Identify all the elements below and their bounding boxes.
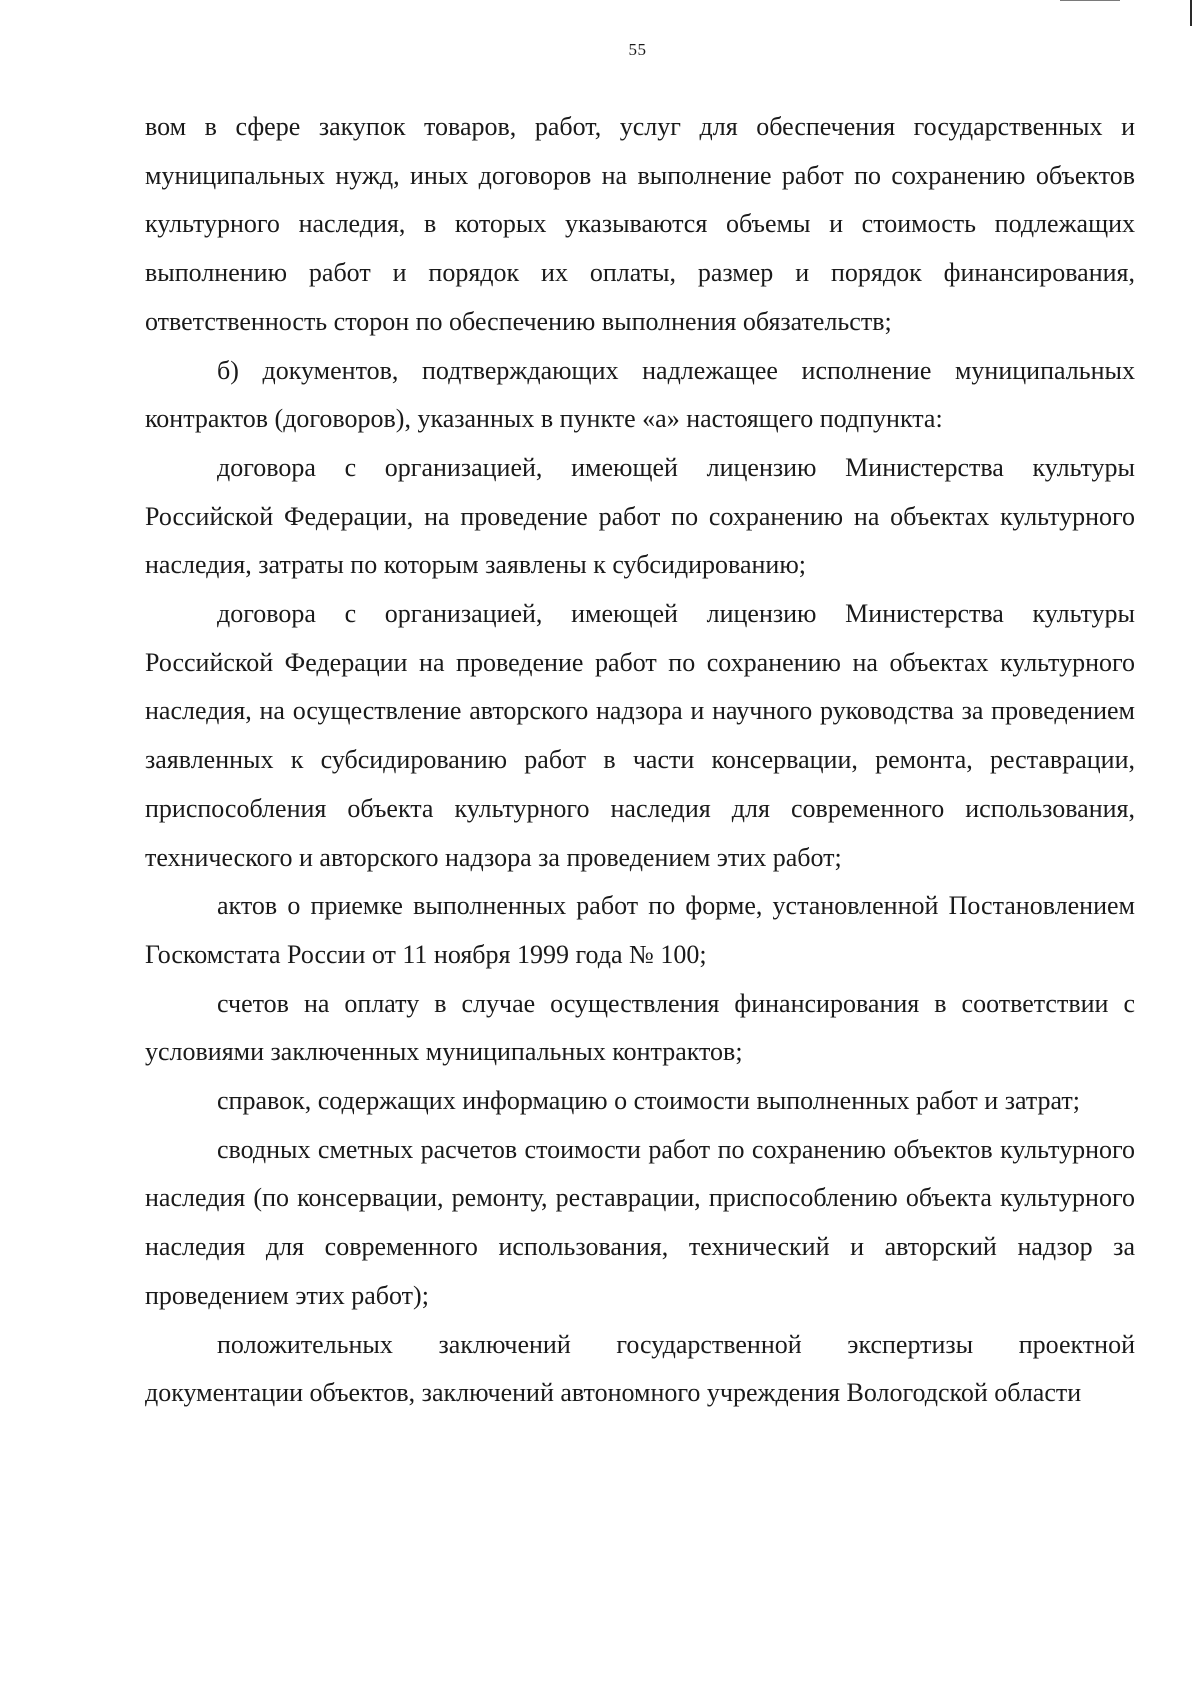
- document-body: [145, 103, 1135, 1418]
- page-number: 55: [628, 40, 647, 59]
- paragraph: счетов на оплату в случае осуществления финансирования в соответствии с условиями заключенных муниципальных контрактов;: [145, 988, 1135, 1067]
- page-edge-dash: [1060, 0, 1120, 1]
- page-edge-mark: [1190, 0, 1192, 26]
- paragraph: сводных сметных расчетов стоимости работ по сохранению объектов культурного наследия (по консервации, ремонту, реставрации, приспособлению объекта культурного наследия для современного использования, технический и авторский надзор за проведением этих работ);: [145, 1134, 1135, 1310]
- paragraph: договора с организацией, имеющей лицензию Министерства культуры Российской Федерации, на проведение работ по сохранению на объектах культурного наследия, затраты по которым заявлены к субсидированию;: [145, 452, 1135, 580]
- paragraph: актов о приемке выполненных работ по форме, установленной Постановлением Госкомстата России от 11 ноября 1999 года № 100;: [145, 891, 1135, 969]
- paragraph: положительных заключений государственной экспертизы проектной документации объектов, заключений автономного учреждения Вологодской области: [145, 1329, 1135, 1408]
- paragraph: договора с организацией, имеющей лицензию Министерства культуры Российской Федерации на проведение работ по сохранению на объектах культурного наследия, на осуществление авторского надзора и научного руководства за проведением заявленных к субсидированию работ в части консервации, ремонта, реставрации, приспособления объекта культурного наследия для современного использования, технического и авторского надзора за проведением этих работ;: [145, 599, 1135, 872]
- paragraph: б) документов, подтверждающих надлежащее исполнение муниципальных контрактов (договоров), указанных в пункте «а» настоящего подпункта:: [145, 355, 1135, 434]
- paragraph: справок, содержащих информацию о стоимости выполненных работ и затрат;: [217, 1086, 1080, 1116]
- paragraph-continuation: вом в сфере закупок товаров, работ, услуг для обеспечения государственных и муниципальных нужд, иных договоров на выполнение работ по сохранению объектов культурного наследия, в которых указываются объемы и стоимость подлежащих выполнению работ и порядок их оплаты, размер и порядок финансирования, ответственность сторон по обеспечению выполнения обязательств;: [145, 112, 1135, 336]
